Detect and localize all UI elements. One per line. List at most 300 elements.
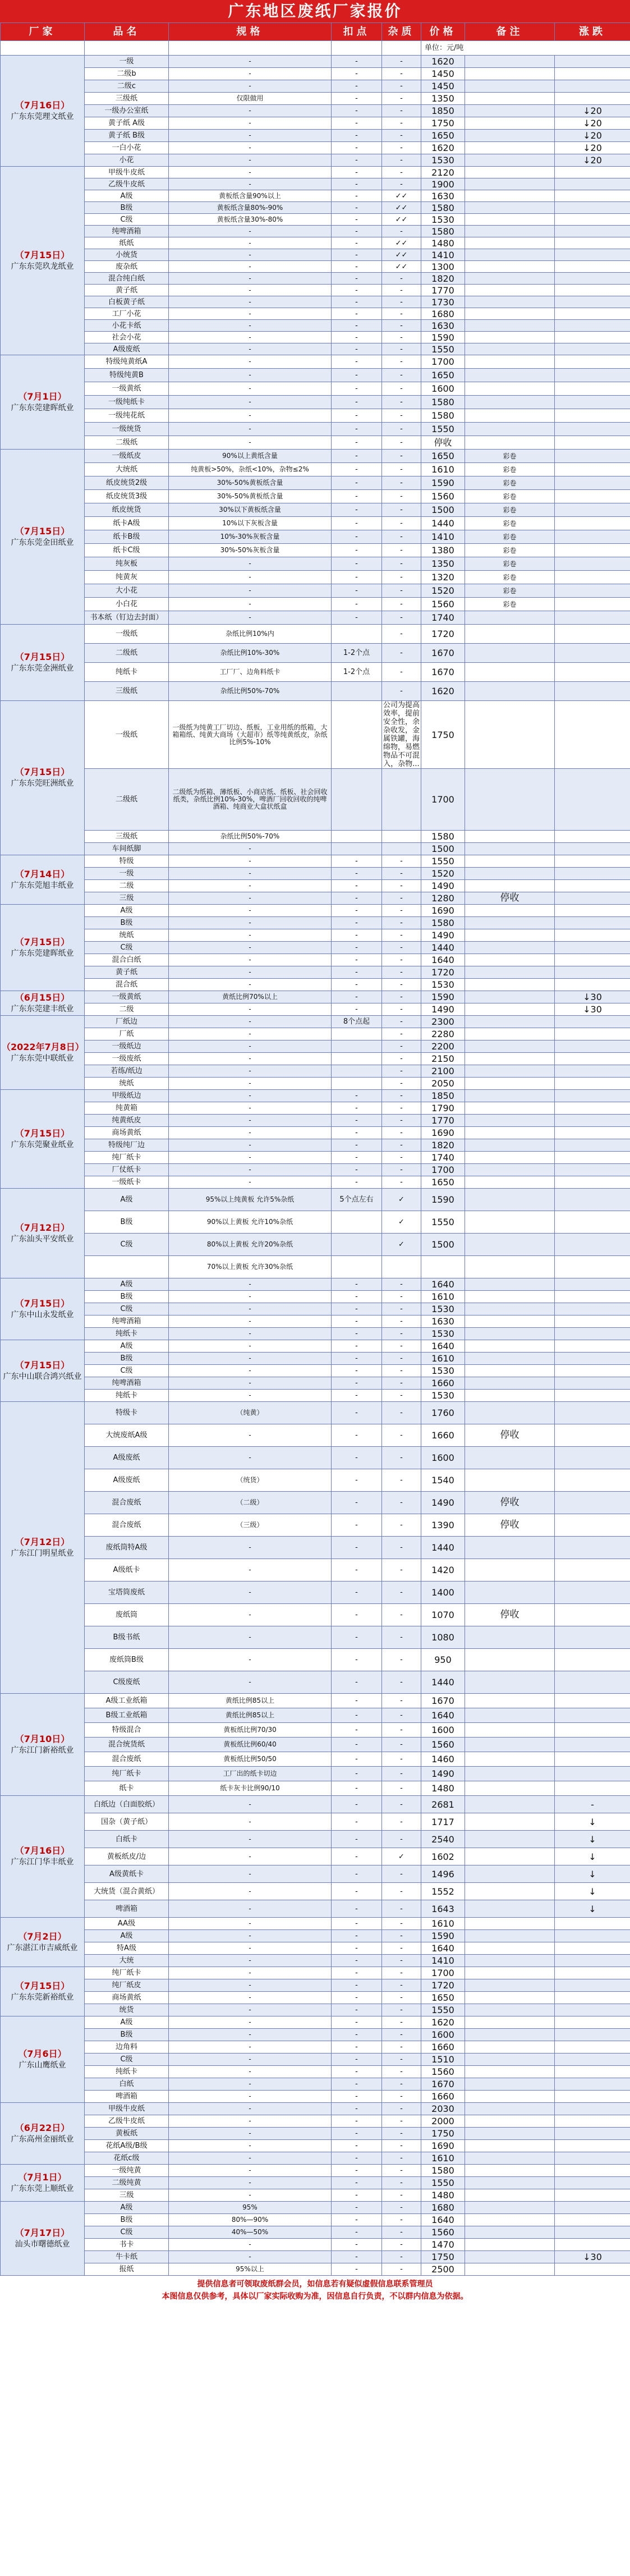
note-cell — [465, 1708, 555, 1723]
sheet-title: 广东地区废纸厂家报价 — [0, 0, 630, 22]
table-row — [1, 1016, 630, 1028]
change-cell — [555, 1353, 630, 1365]
product-cell: 一级 — [85, 56, 169, 68]
change-cell — [555, 285, 630, 296]
impurity-cell: - — [382, 93, 421, 105]
spec-cell: - — [169, 880, 332, 892]
product-cell: C级 — [85, 942, 169, 954]
change-cell — [555, 530, 630, 544]
note-cell — [465, 167, 555, 178]
price-cell: 1750 — [421, 2128, 465, 2140]
impurity-cell: - — [382, 1967, 421, 1979]
deduction-cell: - — [332, 611, 382, 625]
deduction-cell — [332, 1211, 382, 1234]
spec-cell: - — [169, 308, 332, 320]
product-cell: A级 — [85, 190, 169, 202]
table-row — [1, 1234, 630, 1256]
impurity-cell: - — [382, 2066, 421, 2078]
note-cell — [465, 1078, 555, 1090]
impurity-cell: - — [382, 409, 421, 423]
spec-cell: - — [169, 382, 332, 396]
table-row — [1, 93, 630, 105]
price-cell: 1530 — [421, 214, 465, 226]
table-row — [1, 1090, 630, 1102]
spec-cell: - — [169, 2152, 332, 2165]
change-cell — [555, 436, 630, 450]
deduction-cell: - — [332, 1671, 382, 1694]
product-cell: 废杂纸 — [85, 261, 169, 273]
change-cell — [555, 1955, 630, 1967]
table-row — [1, 167, 630, 178]
deduction-cell: - — [332, 2128, 382, 2140]
change-cell — [555, 2177, 630, 2189]
change-cell — [555, 880, 630, 892]
spec-cell: - — [169, 1353, 332, 1365]
price-cell: 1820 — [421, 1139, 465, 1152]
factory-name: 广东东莞旭丰纸业 — [11, 881, 74, 890]
spec-cell: - — [169, 1078, 332, 1090]
impurity-cell: - — [382, 1353, 421, 1365]
col-header-product: 品名 — [85, 23, 169, 41]
deduction-cell: - — [332, 154, 382, 167]
deduction-cell: - — [332, 308, 382, 320]
price-cell: 1610 — [421, 463, 465, 476]
table-row — [1, 1291, 630, 1303]
table-row — [1, 942, 630, 954]
spec-cell: - — [169, 167, 332, 178]
change-cell — [555, 1738, 630, 1752]
price-cell: 1530 — [421, 1328, 465, 1340]
price-cell: 1490 — [421, 1767, 465, 1781]
spec-cell: - — [169, 1053, 332, 1065]
deduction-cell: - — [332, 557, 382, 571]
spec-cell: - — [169, 1152, 332, 1164]
note-cell: 停收 — [465, 1604, 555, 1626]
impurity-cell: - — [382, 332, 421, 343]
spec-cell: - — [169, 2066, 332, 2078]
price-cell: 2120 — [421, 167, 465, 178]
product-cell: 小白花 — [85, 598, 169, 611]
table-row — [1, 530, 630, 544]
table-row — [1, 226, 630, 237]
table-row — [1, 2128, 630, 2140]
impurity-cell: - — [382, 2152, 421, 2165]
price-cell: 1480 — [421, 2189, 465, 2202]
price-cell: 1500 — [421, 503, 465, 517]
deduction-cell: - — [332, 105, 382, 117]
spec-cell: 黄纸比例85以上 — [169, 1694, 332, 1708]
spec-cell: 30%以下黄板纸含量 — [169, 503, 332, 517]
spec-cell: - — [169, 296, 332, 308]
price-cell: 1630 — [421, 190, 465, 202]
change-cell — [555, 1365, 630, 1377]
product-cell: 纸卡C级 — [85, 544, 169, 557]
impurity-cell: - — [382, 1813, 421, 1831]
factory-name: 广东高州金丽纸业 — [11, 2134, 74, 2144]
product-cell: 纯灰板 — [85, 557, 169, 571]
product-cell: 特级纯黄B — [85, 369, 169, 382]
deduction-cell: - — [332, 1090, 382, 1102]
table-row — [1, 1424, 630, 1447]
price-cell: 2681 — [421, 1796, 465, 1813]
factory-date: （7月15日） — [15, 651, 70, 662]
price-cell: 1480 — [421, 1781, 465, 1796]
price-cell: 1720 — [421, 1979, 465, 1992]
note-cell — [465, 130, 555, 142]
impurity-cell: - — [382, 1671, 421, 1694]
table-row — [1, 249, 630, 261]
note-cell: 彩卷 — [465, 598, 555, 611]
product-cell: 一级纯纸卡 — [85, 396, 169, 409]
impurity-cell: - — [382, 273, 421, 285]
change-cell — [555, 855, 630, 868]
spec-cell: 仅限做用 — [169, 93, 332, 105]
table-row — [1, 1115, 630, 1127]
spec-cell: 二级纸为纸箱、薄纸板、小商店纸、纸板、社会回收纸类，杂纸比例10%-30%，啤酒厂回收回收的纯啤酒箱、纯商业大盒状纸盒 — [169, 769, 332, 831]
change-cell — [555, 557, 630, 571]
product-cell: A级 — [85, 1278, 169, 1291]
spec-cell: - — [169, 2091, 332, 2103]
change-cell — [555, 56, 630, 68]
product-cell: 纯厂纸卡 — [85, 1152, 169, 1164]
deduction-cell: - — [332, 1278, 382, 1291]
spec-cell: - — [169, 598, 332, 611]
note-cell — [465, 1353, 555, 1365]
impurity-cell: - — [382, 966, 421, 979]
price-cell: 1450 — [421, 68, 465, 80]
product-cell: 纸纸 — [85, 237, 169, 249]
impurity-cell: - — [382, 1065, 421, 1078]
change-cell — [555, 273, 630, 285]
product-cell: 纯纸卡 — [85, 1328, 169, 1340]
table-row — [1, 190, 630, 202]
change-cell — [555, 598, 630, 611]
deduction-cell: - — [332, 1291, 382, 1303]
impurity-cell: - — [382, 463, 421, 476]
note-cell — [465, 831, 555, 843]
impurity-cell: - — [382, 1328, 421, 1340]
spec-cell: - — [169, 1424, 332, 1447]
price-cell: 1520 — [421, 584, 465, 598]
change-cell — [555, 249, 630, 261]
note-cell: 彩卷 — [465, 476, 555, 490]
impurity-cell: - — [382, 2189, 421, 2202]
note-cell — [465, 769, 555, 831]
spec-cell: - — [169, 2078, 332, 2091]
note-cell: 停收 — [465, 1424, 555, 1447]
table-row — [1, 1781, 630, 1796]
factory-date: （7月12日） — [15, 1222, 70, 1233]
impurity-cell: - — [382, 355, 421, 369]
impurity-cell: - — [382, 644, 421, 663]
spec-cell: - — [169, 855, 332, 868]
table-row — [1, 178, 630, 190]
note-cell — [465, 1176, 555, 1189]
product-cell: B级 — [85, 917, 169, 929]
deduction-cell — [332, 1078, 382, 1090]
price-cell: 1530 — [421, 979, 465, 991]
price-cell: 1650 — [421, 1992, 465, 2004]
impurity-cell: ✓ — [382, 1234, 421, 1256]
impurity-cell: - — [382, 625, 421, 644]
change-cell — [555, 1234, 630, 1256]
price-cell: 1600 — [421, 2029, 465, 2041]
product-cell: 大统货（混合黄纸） — [85, 1883, 169, 1900]
price-cell: 1440 — [421, 942, 465, 954]
note-cell — [465, 929, 555, 942]
impurity-cell: - — [382, 1303, 421, 1315]
deduction-cell: - — [332, 1967, 382, 1979]
spec-cell: - — [169, 2251, 332, 2263]
price-cell: 1560 — [421, 2226, 465, 2239]
deduction-cell: - — [332, 1708, 382, 1723]
product-cell: C级废纸 — [85, 1671, 169, 1694]
change-cell — [555, 663, 630, 682]
deduction-cell: - — [332, 1848, 382, 1865]
product-cell: 商场黄纸 — [85, 1127, 169, 1139]
table-row — [1, 2140, 630, 2152]
deduction-cell: - — [332, 1796, 382, 1813]
price-cell: 1760 — [421, 1402, 465, 1424]
spec-cell: - — [169, 1865, 332, 1883]
change-cell — [555, 1127, 630, 1139]
spec-cell: 一级纸为纯黄工厂切边、纸板，工业用纸的纸箱，大箱箱纸、纯黄大商场（大超市）纸等纯黄纸皮，杂纸比例5%-10% — [169, 701, 332, 769]
spec-cell: - — [169, 1918, 332, 1930]
note-cell — [465, 2239, 555, 2251]
factory-name: 广东东莞金洲纸业 — [11, 663, 74, 673]
product-cell: 二级纸 — [85, 769, 169, 831]
impurity-cell: - — [382, 1365, 421, 1377]
change-cell: ↓20 — [555, 105, 630, 117]
impurity-cell: - — [382, 2128, 421, 2140]
note-cell: 彩卷 — [465, 557, 555, 571]
deduction-cell: - — [332, 490, 382, 503]
deduction-cell: - — [332, 1365, 382, 1377]
deduction-cell: - — [332, 249, 382, 261]
note-cell — [465, 105, 555, 117]
product-cell: 纸皮统货 — [85, 503, 169, 517]
product-cell: 纯纸卡 — [85, 1390, 169, 1402]
change-cell — [555, 1291, 630, 1303]
price-cell: 1580 — [421, 2165, 465, 2177]
product-cell: 二级 — [85, 880, 169, 892]
product-cell: 大小花 — [85, 584, 169, 598]
change-cell — [555, 2239, 630, 2251]
price-cell: 1440 — [421, 1671, 465, 1694]
deduction-cell — [332, 1053, 382, 1065]
impurity-cell — [382, 831, 421, 843]
note-cell — [465, 214, 555, 226]
impurity-cell: - — [382, 1752, 421, 1767]
table-row — [1, 2103, 630, 2115]
impurity-cell: - — [382, 1514, 421, 1537]
table-row — [1, 320, 630, 332]
spec-cell: - — [169, 1303, 332, 1315]
price-cell: 1480 — [421, 237, 465, 249]
product-cell: 乙级牛皮纸 — [85, 178, 169, 190]
impurity-cell: - — [382, 1315, 421, 1328]
note-cell — [465, 423, 555, 436]
product-cell: 二级纸 — [85, 644, 169, 663]
change-cell — [555, 544, 630, 557]
spec-cell: 10%-30%灰板含量 — [169, 530, 332, 544]
product-cell: 小花卡纸 — [85, 320, 169, 332]
spec-cell: - — [169, 56, 332, 68]
product-cell: AA级 — [85, 1918, 169, 1930]
deduction-cell: - — [332, 56, 382, 68]
deduction-cell: - — [332, 1514, 382, 1537]
note-cell — [465, 202, 555, 214]
spec-cell: - — [169, 1979, 332, 1992]
product-cell: 三级纸 — [85, 831, 169, 843]
change-cell — [555, 831, 630, 843]
change-cell — [555, 343, 630, 355]
table-row — [1, 517, 630, 530]
note-cell — [465, 701, 555, 769]
spec-cell: - — [169, 117, 332, 130]
product-cell: 三级纸 — [85, 682, 169, 701]
deduction-cell: - — [332, 991, 382, 1003]
price-cell: 1630 — [421, 1315, 465, 1328]
change-cell: ↓20 — [555, 154, 630, 167]
change-cell: ↓ — [555, 1848, 630, 1865]
impurity-cell: - — [382, 1176, 421, 1189]
change-cell — [555, 644, 630, 663]
spec-cell: 40%—50% — [169, 2226, 332, 2239]
note-cell — [465, 2016, 555, 2029]
product-cell: 一级统货 — [85, 423, 169, 436]
change-cell — [555, 1918, 630, 1930]
impurity-cell: - — [382, 880, 421, 892]
impurity-cell: - — [382, 1781, 421, 1796]
spec-cell: - — [169, 2239, 332, 2251]
deduction-cell: - — [332, 2103, 382, 2115]
impurity-cell: ✓✓ — [382, 190, 421, 202]
note-cell — [465, 1402, 555, 1424]
table-row — [1, 214, 630, 226]
change-cell — [555, 463, 630, 476]
price-cell: 1490 — [421, 929, 465, 942]
change-cell — [555, 68, 630, 80]
note-cell — [465, 880, 555, 892]
price-cell: 1660 — [421, 1377, 465, 1390]
table-row — [1, 1402, 630, 1424]
note-cell — [465, 332, 555, 343]
note-cell: 彩卷 — [465, 450, 555, 463]
spec-cell: - — [169, 966, 332, 979]
price-cell: 1410 — [421, 530, 465, 544]
deduction-cell: - — [332, 2078, 382, 2091]
deduction-cell: - — [332, 544, 382, 557]
spec-cell: - — [169, 436, 332, 450]
change-cell — [555, 2054, 630, 2066]
table-row — [1, 1189, 630, 1211]
note-cell — [465, 1848, 555, 1865]
product-cell: B级 — [85, 2029, 169, 2041]
product-cell: 特级纯黄纸A — [85, 355, 169, 369]
price-cell: 1410 — [421, 1955, 465, 1967]
note-cell — [465, 1189, 555, 1211]
change-cell — [555, 261, 630, 273]
note-cell — [465, 1016, 555, 1028]
price-cell: 1640 — [421, 1942, 465, 1955]
deduction-cell: - — [332, 68, 382, 80]
product-cell: 一级纸边 — [85, 1041, 169, 1053]
table-row — [1, 1813, 630, 1831]
deduction-cell: - — [332, 261, 382, 273]
note-cell — [465, 1469, 555, 1492]
note-cell — [465, 1723, 555, 1738]
deduction-cell: - — [332, 382, 382, 396]
impurity-cell: - — [382, 117, 421, 130]
impurity-cell: - — [382, 1918, 421, 1930]
table-row — [1, 769, 630, 831]
product-cell: 纸皮统货2级 — [85, 476, 169, 490]
factory-cell — [1, 1967, 85, 2016]
deduction-cell: - — [332, 530, 382, 544]
impurity-cell: - — [382, 1831, 421, 1848]
spec-cell: 80%—90% — [169, 2214, 332, 2226]
note-cell — [465, 2263, 555, 2276]
impurity-cell: - — [382, 991, 421, 1003]
table-row — [1, 130, 630, 142]
deduction-cell: - — [332, 929, 382, 942]
change-cell — [555, 1278, 630, 1291]
spec-cell: - — [169, 2029, 332, 2041]
impurity-cell: - — [382, 343, 421, 355]
price-cell: 1540 — [421, 1469, 465, 1492]
price-cell: 1580 — [421, 226, 465, 237]
table-row — [1, 463, 630, 476]
product-cell: 纯纸卡 — [85, 2066, 169, 2078]
factory-date: （2022年7月8日） — [2, 1041, 84, 1052]
price-cell: 1590 — [421, 1930, 465, 1942]
spec-cell: - — [169, 285, 332, 296]
product-cell: B级书纸 — [85, 1626, 169, 1649]
factory-date: （7月10日） — [15, 1733, 70, 1744]
change-cell — [555, 2029, 630, 2041]
table-row — [1, 1139, 630, 1152]
note-cell — [465, 1003, 555, 1016]
deduction-cell: - — [332, 1537, 382, 1559]
spec-cell: - — [169, 942, 332, 954]
table-row — [1, 1003, 630, 1016]
change-cell — [555, 1992, 630, 2004]
deduction-cell: - — [332, 1649, 382, 1671]
impurity-cell: - — [382, 1708, 421, 1723]
spec-cell: - — [169, 1016, 332, 1028]
product-cell: 一级纸卡 — [85, 1176, 169, 1189]
product-cell: 大统 — [85, 1955, 169, 1967]
spec-cell: 黄板纸比例50/50 — [169, 1752, 332, 1767]
table-row — [1, 1164, 630, 1176]
factory-name: 广东东莞金田纸业 — [11, 538, 74, 547]
product-cell: 三级纸 — [85, 93, 169, 105]
product-cell: 二级c — [85, 80, 169, 93]
table-row — [1, 1582, 630, 1604]
price-cell: 1560 — [421, 598, 465, 611]
note-cell — [465, 1671, 555, 1694]
factory-cell — [1, 355, 85, 450]
deduction-cell: - — [332, 1992, 382, 2004]
table-row — [1, 1102, 630, 1115]
impurity-cell: - — [382, 1738, 421, 1752]
change-cell — [555, 1942, 630, 1955]
change-cell — [555, 476, 630, 490]
change-cell — [555, 625, 630, 644]
deduction-cell — [332, 831, 382, 843]
deduction-cell: - — [332, 1447, 382, 1469]
